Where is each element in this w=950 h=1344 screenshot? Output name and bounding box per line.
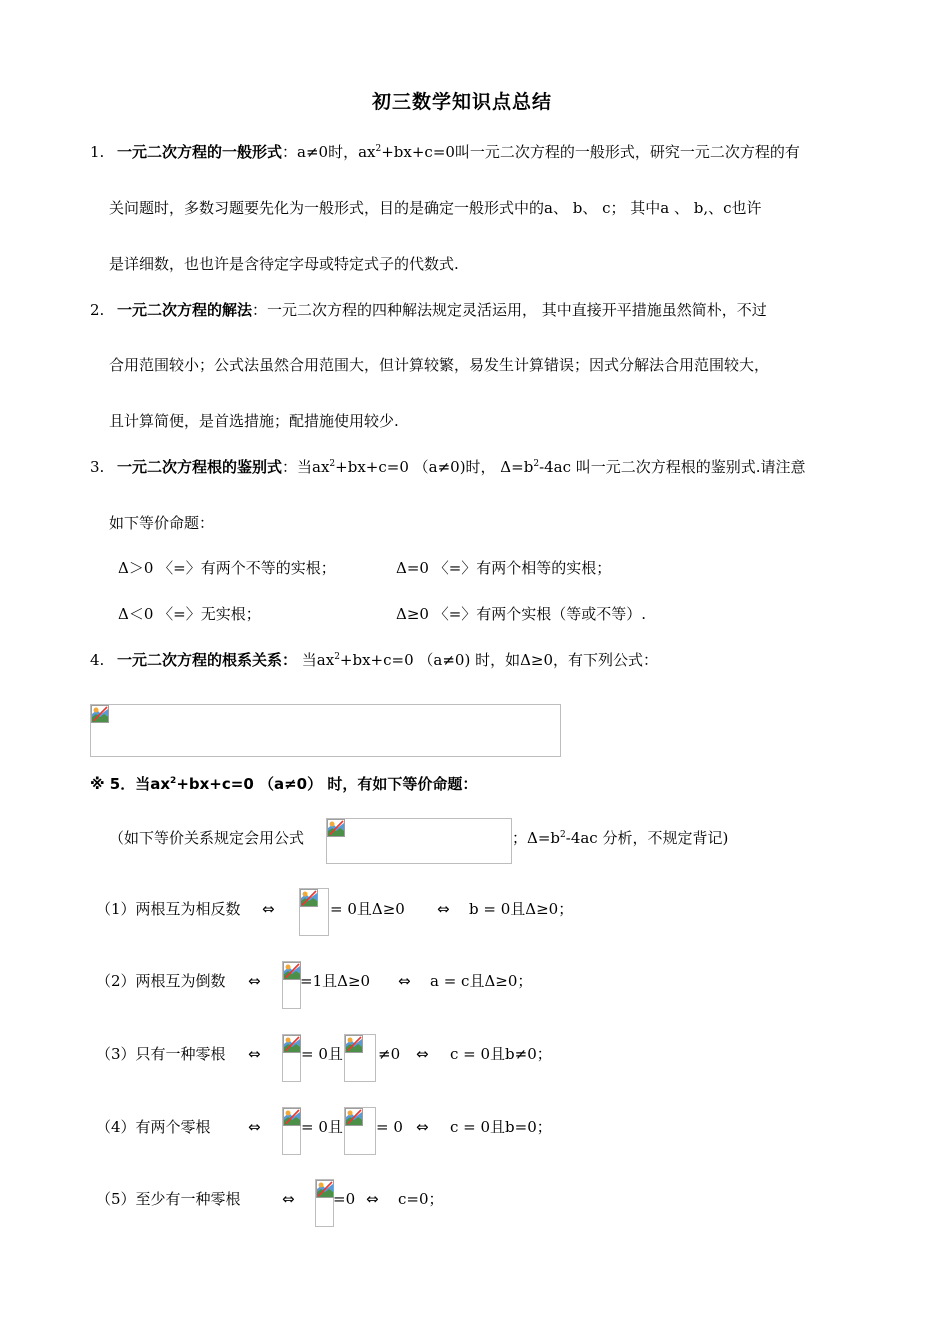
- item-2-label: （2）两根互为倒数: [96, 972, 226, 990]
- formula-image-placeholder: [315, 1179, 334, 1227]
- section-1-line-2: 关问题时，多数习题要先化为一般形式，目的是确定一般形式中的a、 b、 c； 其中a 、 b,、c也许: [109, 199, 762, 217]
- section-3-rule-1b: Δ=0 〈=〉有两个相等的实根；: [396, 559, 612, 577]
- item-3-condition: = 0且: [301, 1045, 343, 1063]
- formula-image-placeholder: [344, 1034, 376, 1082]
- section-3-text-a: ：当ax: [282, 458, 330, 476]
- item-5-result: c=0；: [398, 1190, 444, 1208]
- formula-image-placeholder: [282, 961, 301, 1009]
- equivalence-icon: ⇔: [248, 1045, 261, 1063]
- formula-image-placeholder: [282, 1034, 301, 1082]
- equivalence-icon: ⇔: [416, 1045, 429, 1063]
- broken-image-icon: [316, 1180, 334, 1198]
- page-title: 初三数学知识点总结: [372, 91, 553, 113]
- equivalence-icon: ⇔: [262, 900, 275, 918]
- section-3-first-line: [90, 457, 806, 477]
- broken-image-icon: [283, 1035, 301, 1053]
- section-4-number: 4.: [90, 651, 105, 669]
- item-3-result: c = 0且b≠0；: [450, 1045, 552, 1063]
- item-4-label: （4）有两个零根: [96, 1118, 211, 1136]
- broken-image-icon: [345, 1108, 363, 1126]
- section-3-superscript: 2: [329, 459, 336, 469]
- section-2-number: 2.: [90, 301, 105, 319]
- item-5-condition: =0: [333, 1190, 356, 1208]
- section-3-number: 3.: [90, 458, 105, 476]
- equivalence-icon: ⇔: [282, 1190, 295, 1208]
- broken-image-icon: [91, 705, 109, 723]
- section-5-note-c: -4ac 分析，不规定背记): [565, 829, 729, 847]
- section-4-line: [90, 650, 658, 670]
- section-3-line-2: 如下等价命题：: [109, 514, 215, 532]
- item-3-condition-2: ≠0: [378, 1045, 401, 1063]
- item-5-label: （5）至少有一种零根: [96, 1190, 241, 1208]
- section-2-line-3: 且计算简便，是首选措施；配措施使用较少.: [109, 412, 399, 430]
- section-3-heading: 一元二次方程根的鉴别式: [117, 458, 283, 476]
- equivalence-icon: ⇔: [366, 1190, 379, 1208]
- equivalence-icon: ⇔: [248, 1118, 261, 1136]
- section-3-rule-1a: Δ＞0 〈=〉有两个不等的实根；: [118, 559, 336, 577]
- section-5-note-superscript: 2: [560, 830, 566, 840]
- section-1-first-line: [90, 142, 800, 162]
- section-5-note-rest: [512, 828, 728, 848]
- section-3-superscript-2: 2: [533, 459, 540, 469]
- equivalence-icon: ⇔: [398, 972, 411, 990]
- item-1-result: b = 0且Δ≥0；: [469, 900, 574, 918]
- broken-image-icon: [345, 1035, 363, 1053]
- section-1-superscript: 2: [375, 144, 382, 154]
- item-2-condition: =1且Δ≥0: [300, 972, 371, 990]
- section-5-heading-b: +bx+c=0 （a≠0） 时，有如下等价命题：: [176, 775, 478, 793]
- item-1-label: （1）两根互为相反数: [96, 900, 241, 918]
- section-2-first-line: [90, 300, 767, 320]
- formula-image-placeholder: [90, 704, 561, 757]
- section-4-text-a: 当ax: [297, 651, 335, 669]
- section-4-text-b: +bx+c=0 （a≠0) 时，如Δ≥0，有下列公式：: [339, 651, 659, 669]
- item-4-result: c = 0且b=0；: [450, 1118, 552, 1136]
- section-3-text-b: +bx+c=0 （a≠0)时， Δ=b: [335, 458, 534, 476]
- section-1-number: 1.: [90, 143, 105, 161]
- formula-image-placeholder: [344, 1107, 376, 1155]
- broken-image-icon: [327, 819, 345, 837]
- item-4-condition: = 0且: [301, 1118, 343, 1136]
- item-3-label: （3）只有一种零根: [96, 1045, 226, 1063]
- section-2-text: ：一元二次方程的四种解法规定灵活运用， 其中直接开平措施虽然简朴，不过: [252, 301, 767, 319]
- equivalence-icon: ⇔: [416, 1118, 429, 1136]
- section-3-rule-2b: Δ≥0 〈=〉有两个实根（等或不等）.: [396, 605, 647, 623]
- formula-image-placeholder: [299, 888, 329, 936]
- item-1-condition: = 0且Δ≥0: [330, 900, 405, 918]
- section-3-rule-2a: Δ＜0 〈=〉无实根；: [118, 605, 261, 623]
- section-1-heading: 一元二次方程的一般形式: [117, 143, 283, 161]
- section-4-superscript: 2: [334, 652, 340, 662]
- section-3-text-c: -4ac 叫一元二次方程根的鉴别式.请注意: [539, 458, 806, 476]
- section-5-note-b: ；Δ=b: [512, 829, 561, 847]
- equivalence-icon: ⇔: [248, 972, 261, 990]
- equivalence-icon: ⇔: [437, 900, 450, 918]
- section-1-text-b: +bx+c=0叫一元二次方程的一般形式，研究一元二次方程的有: [381, 143, 800, 161]
- section-5-heading: [90, 774, 477, 794]
- broken-image-icon: [283, 962, 301, 980]
- section-5-heading-a: ※ 5．当ax: [90, 775, 171, 793]
- section-5-superscript: 2: [170, 776, 177, 786]
- section-1-line-3: 是详细数，也也许是含待定字母或特定式子的代数式.: [109, 255, 459, 273]
- formula-image-placeholder: [282, 1107, 301, 1155]
- item-4-condition-2: = 0: [376, 1118, 403, 1136]
- item-2-result: a = c且Δ≥0；: [430, 972, 533, 990]
- section-1-text-a: ：a≠0时，ax: [282, 143, 376, 161]
- section-2-line-2: 合用范围较小；公式法虽然合用范围大，但计算较繁，易发生计算错误；因式分解法合用范围较大，: [109, 356, 770, 374]
- broken-image-icon: [283, 1108, 301, 1126]
- formula-image-placeholder: [326, 818, 512, 864]
- section-2-heading: 一元二次方程的解法: [117, 301, 253, 319]
- broken-image-icon: [300, 889, 318, 907]
- section-4-heading: 一元二次方程的根系关系：: [117, 651, 298, 669]
- section-5-note-a: （如下等价关系规定会用公式: [109, 829, 305, 847]
